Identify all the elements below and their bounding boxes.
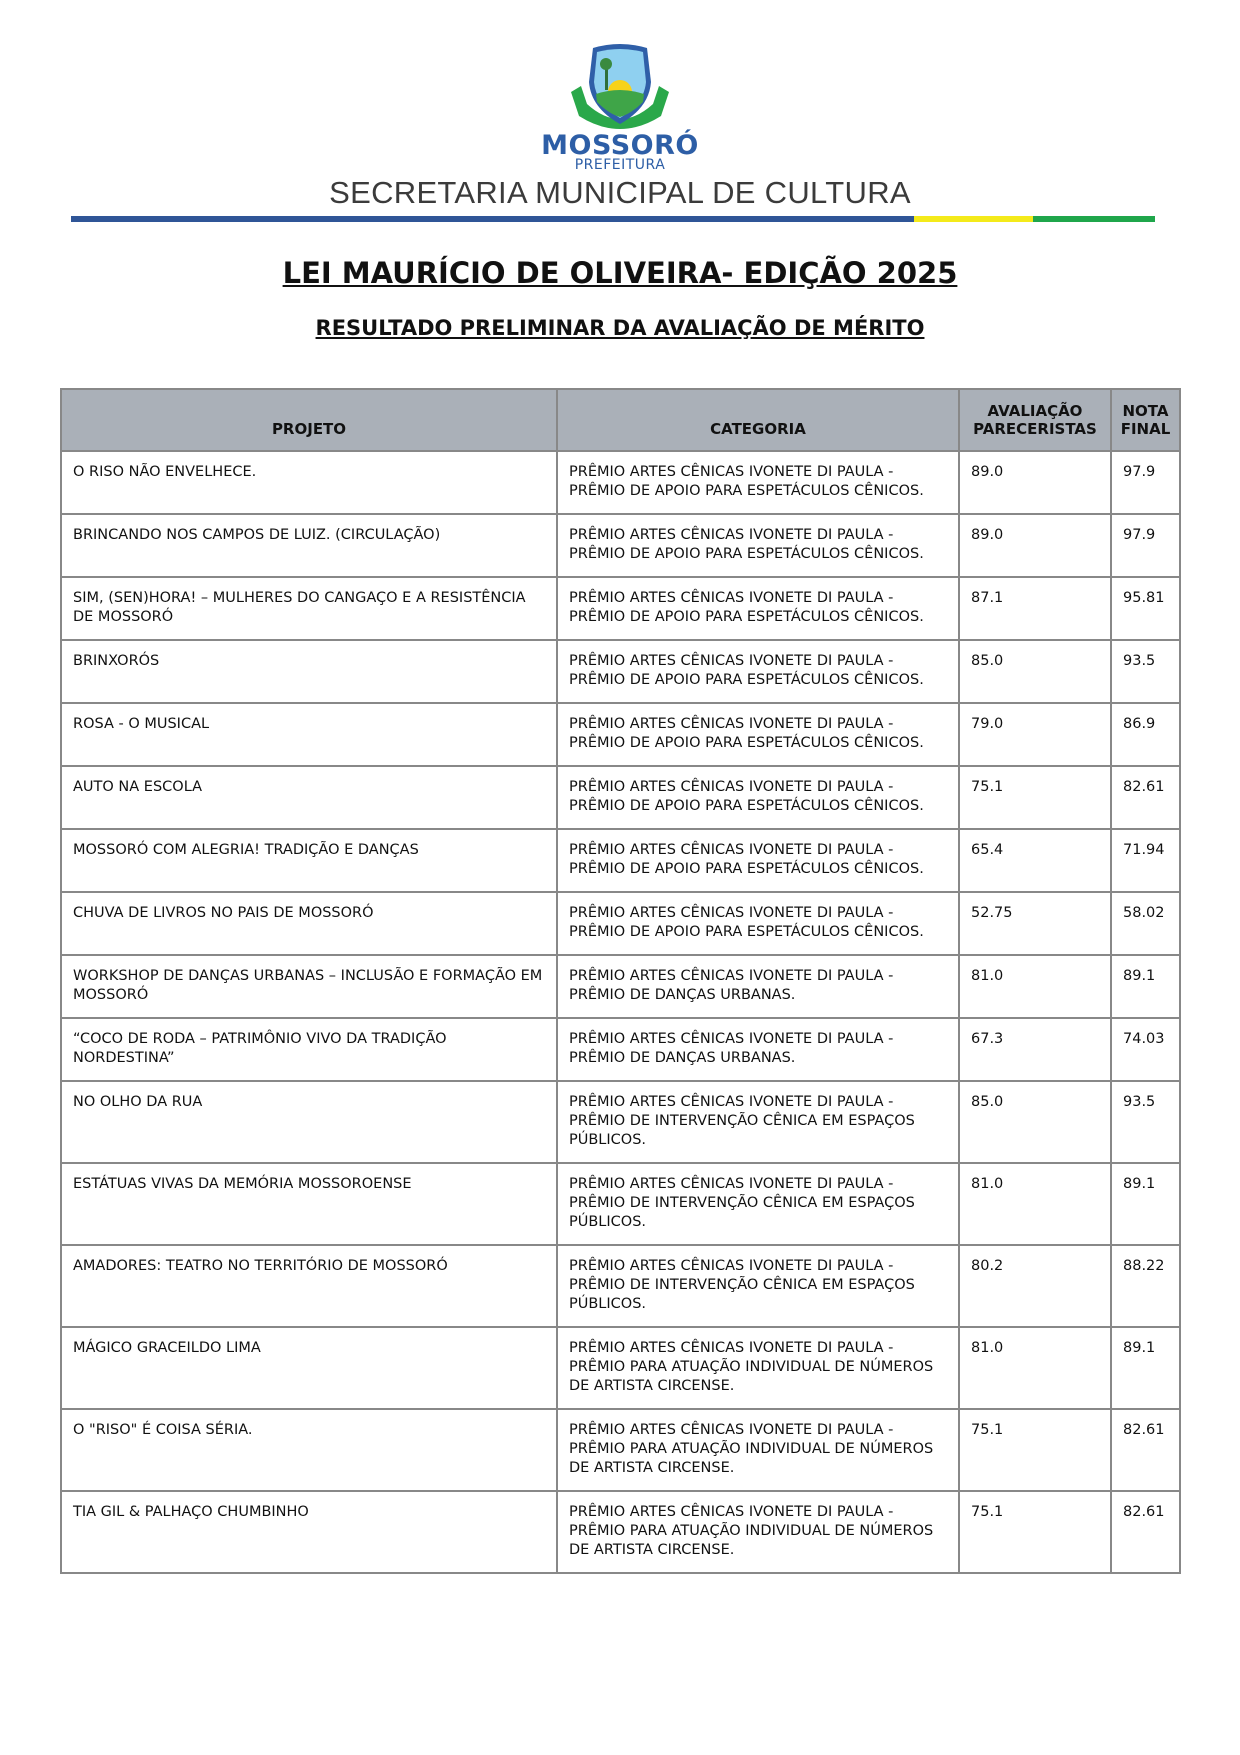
- cell-projeto: WORKSHOP DE DANÇAS URBANAS – INCLUSÃO E FORMAÇÃO EM MOSSORÓ: [61, 955, 557, 1018]
- cell-nota-final: 82.61: [1111, 766, 1180, 829]
- cell-categoria: PRÊMIO ARTES CÊNICAS IVONETE DI PAULA - PRÊMIO PARA ATUAÇÃO INDIVIDUAL DE NÚMEROS DE ARTISTA CIRCENSE.: [557, 1327, 959, 1409]
- table-row: [61, 1327, 1180, 1409]
- cell-categoria: PRÊMIO ARTES CÊNICAS IVONETE DI PAULA - PRÊMIO DE INTERVENÇÃO CÊNICA EM ESPAÇOS PÚBLICOS.: [557, 1245, 959, 1327]
- cell-avaliacao: 79.0: [959, 703, 1111, 766]
- cell-categoria: PRÊMIO ARTES CÊNICAS IVONETE DI PAULA - PRÊMIO DE APOIO PARA ESPETÁCULOS CÊNICOS.: [557, 703, 959, 766]
- cell-nota-final: 93.5: [1111, 1081, 1180, 1163]
- table-row: [61, 1491, 1180, 1573]
- cell-categoria: PRÊMIO ARTES CÊNICAS IVONETE DI PAULA - PRÊMIO PARA ATUAÇÃO INDIVIDUAL DE NÚMEROS DE ARTISTA CIRCENSE.: [557, 1491, 959, 1573]
- cell-categoria: PRÊMIO ARTES CÊNICAS IVONETE DI PAULA - PRÊMIO DE APOIO PARA ESPETÁCULOS CÊNICOS.: [557, 514, 959, 577]
- cell-avaliacao: 67.3: [959, 1018, 1111, 1081]
- table-row: [61, 1409, 1180, 1491]
- table-row: [61, 829, 1180, 892]
- cell-projeto: O RISO NÃO ENVELHECE.: [61, 451, 557, 514]
- cell-nota-final: 74.03: [1111, 1018, 1180, 1081]
- cell-projeto: CHUVA DE LIVROS NO PAIS DE MOSSORÓ: [61, 892, 557, 955]
- department-name: SECRETARIA MUNICIPAL DE CULTURA: [329, 175, 911, 210]
- cell-categoria: PRÊMIO ARTES CÊNICAS IVONETE DI PAULA - PRÊMIO DE DANÇAS URBANAS.: [557, 1018, 959, 1081]
- document-subtitle: RESULTADO PRELIMINAR DA AVALIAÇÃO DE MÉRITO: [315, 316, 925, 340]
- cell-categoria: PRÊMIO ARTES CÊNICAS IVONETE DI PAULA - PRÊMIO DE INTERVENÇÃO CÊNICA EM ESPAÇOS PÚBLICOS.: [557, 1081, 959, 1163]
- cell-avaliacao: 52.75: [959, 892, 1111, 955]
- cell-projeto: TIA GIL & PALHAÇO CHUMBINHO: [61, 1491, 557, 1573]
- cell-projeto: BRINCANDO NOS CAMPOS DE LUIZ. (CIRCULAÇÃO): [61, 514, 557, 577]
- cell-nota-final: 89.1: [1111, 1327, 1180, 1409]
- col-header-projeto: PROJETO: [61, 389, 557, 451]
- document-title: LEI MAURÍCIO DE OLIVEIRA- EDIÇÃO 2025: [282, 256, 958, 290]
- cell-avaliacao: 65.4: [959, 829, 1111, 892]
- cell-avaliacao: 81.0: [959, 955, 1111, 1018]
- table-row: [61, 514, 1180, 577]
- table-header-row: [61, 389, 1180, 451]
- cell-avaliacao: 89.0: [959, 451, 1111, 514]
- cell-nota-final: 97.9: [1111, 514, 1180, 577]
- cell-categoria: PRÊMIO ARTES CÊNICAS IVONETE DI PAULA - PRÊMIO DE APOIO PARA ESPETÁCULOS CÊNICOS.: [557, 577, 959, 640]
- col-header-avaliacao: AVALIAÇÃO PARECERISTAS: [959, 389, 1111, 451]
- cell-avaliacao: 75.1: [959, 1491, 1111, 1573]
- header-stripe-green: [1033, 216, 1155, 222]
- page-header: [0, 0, 1240, 230]
- cell-nota-final: 86.9: [1111, 703, 1180, 766]
- cell-avaliacao: 87.1: [959, 577, 1111, 640]
- cell-avaliacao: 85.0: [959, 640, 1111, 703]
- brand-subtitle: PREFEITURA: [574, 157, 666, 173]
- cell-projeto: MOSSORÓ COM ALEGRIA! TRADIÇÃO E DANÇAS: [61, 829, 557, 892]
- table-row: [61, 1163, 1180, 1245]
- cell-avaliacao: 85.0: [959, 1081, 1111, 1163]
- mossoro-crest-logo-icon: [565, 42, 675, 134]
- table-row: [61, 451, 1180, 514]
- cell-projeto: AUTO NA ESCOLA: [61, 766, 557, 829]
- table-row: [61, 1018, 1180, 1081]
- cell-avaliacao: 75.1: [959, 1409, 1111, 1491]
- cell-nota-final: 82.61: [1111, 1491, 1180, 1573]
- table-row: [61, 577, 1180, 640]
- table-row: [61, 1245, 1180, 1327]
- cell-nota-final: 82.61: [1111, 1409, 1180, 1491]
- cell-nota-final: 95.81: [1111, 577, 1180, 640]
- cell-nota-final: 89.1: [1111, 955, 1180, 1018]
- cell-nota-final: 71.94: [1111, 829, 1180, 892]
- cell-projeto: ROSA - O MUSICAL: [61, 703, 557, 766]
- cell-nota-final: 97.9: [1111, 451, 1180, 514]
- cell-avaliacao: 81.0: [959, 1327, 1111, 1409]
- cell-nota-final: 88.22: [1111, 1245, 1180, 1327]
- header-stripe-yellow: [914, 216, 1033, 222]
- table-row: [61, 703, 1180, 766]
- results-table: [60, 388, 1181, 1574]
- col-header-categoria: CATEGORIA: [557, 389, 959, 451]
- cell-avaliacao: 89.0: [959, 514, 1111, 577]
- cell-categoria: PRÊMIO ARTES CÊNICAS IVONETE DI PAULA - PRÊMIO DE APOIO PARA ESPETÁCULOS CÊNICOS.: [557, 640, 959, 703]
- cell-projeto: ESTÁTUAS VIVAS DA MEMÓRIA MOSSOROENSE: [61, 1163, 557, 1245]
- cell-categoria: PRÊMIO ARTES CÊNICAS IVONETE DI PAULA - PRÊMIO DE APOIO PARA ESPETÁCULOS CÊNICOS.: [557, 892, 959, 955]
- cell-categoria: PRÊMIO ARTES CÊNICAS IVONETE DI PAULA - PRÊMIO DE APOIO PARA ESPETÁCULOS CÊNICOS.: [557, 451, 959, 514]
- col-header-nota-final: NOTA FINAL: [1111, 389, 1180, 451]
- cell-projeto: NO OLHO DA RUA: [61, 1081, 557, 1163]
- cell-projeto: AMADORES: TEATRO NO TERRITÓRIO DE MOSSORÓ: [61, 1245, 557, 1327]
- cell-nota-final: 89.1: [1111, 1163, 1180, 1245]
- cell-projeto: MÁGICO GRACEILDO LIMA: [61, 1327, 557, 1409]
- cell-avaliacao: 81.0: [959, 1163, 1111, 1245]
- header-stripe-blue: [71, 216, 914, 222]
- cell-projeto: BRINXORÓS: [61, 640, 557, 703]
- brand-name: MOSSORÓ: [541, 130, 699, 161]
- cell-nota-final: 58.02: [1111, 892, 1180, 955]
- table-row: [61, 955, 1180, 1018]
- cell-projeto: “COCO DE RODA – PATRIMÔNIO VIVO DA TRADIÇÃO NORDESTINA”: [61, 1018, 557, 1081]
- cell-categoria: PRÊMIO ARTES CÊNICAS IVONETE DI PAULA - PRÊMIO PARA ATUAÇÃO INDIVIDUAL DE NÚMEROS DE ARTISTA CIRCENSE.: [557, 1409, 959, 1491]
- cell-avaliacao: 75.1: [959, 766, 1111, 829]
- cell-categoria: PRÊMIO ARTES CÊNICAS IVONETE DI PAULA - PRÊMIO DE APOIO PARA ESPETÁCULOS CÊNICOS.: [557, 829, 959, 892]
- cell-avaliacao: 80.2: [959, 1245, 1111, 1327]
- cell-categoria: PRÊMIO ARTES CÊNICAS IVONETE DI PAULA - PRÊMIO DE APOIO PARA ESPETÁCULOS CÊNICOS.: [557, 766, 959, 829]
- table-row: [61, 766, 1180, 829]
- table-row: [61, 640, 1180, 703]
- table-row: [61, 892, 1180, 955]
- cell-categoria: PRÊMIO ARTES CÊNICAS IVONETE DI PAULA - PRÊMIO DE DANÇAS URBANAS.: [557, 955, 959, 1018]
- cell-categoria: PRÊMIO ARTES CÊNICAS IVONETE DI PAULA - PRÊMIO DE INTERVENÇÃO CÊNICA EM ESPAÇOS PÚBLICOS.: [557, 1163, 959, 1245]
- table-row: [61, 1081, 1180, 1163]
- cell-nota-final: 93.5: [1111, 640, 1180, 703]
- cell-projeto: O "RISO" É COISA SÉRIA.: [61, 1409, 557, 1491]
- cell-projeto: SIM, (SEN)HORA! – MULHERES DO CANGAÇO E A RESISTÊNCIA DE MOSSORÓ: [61, 577, 557, 640]
